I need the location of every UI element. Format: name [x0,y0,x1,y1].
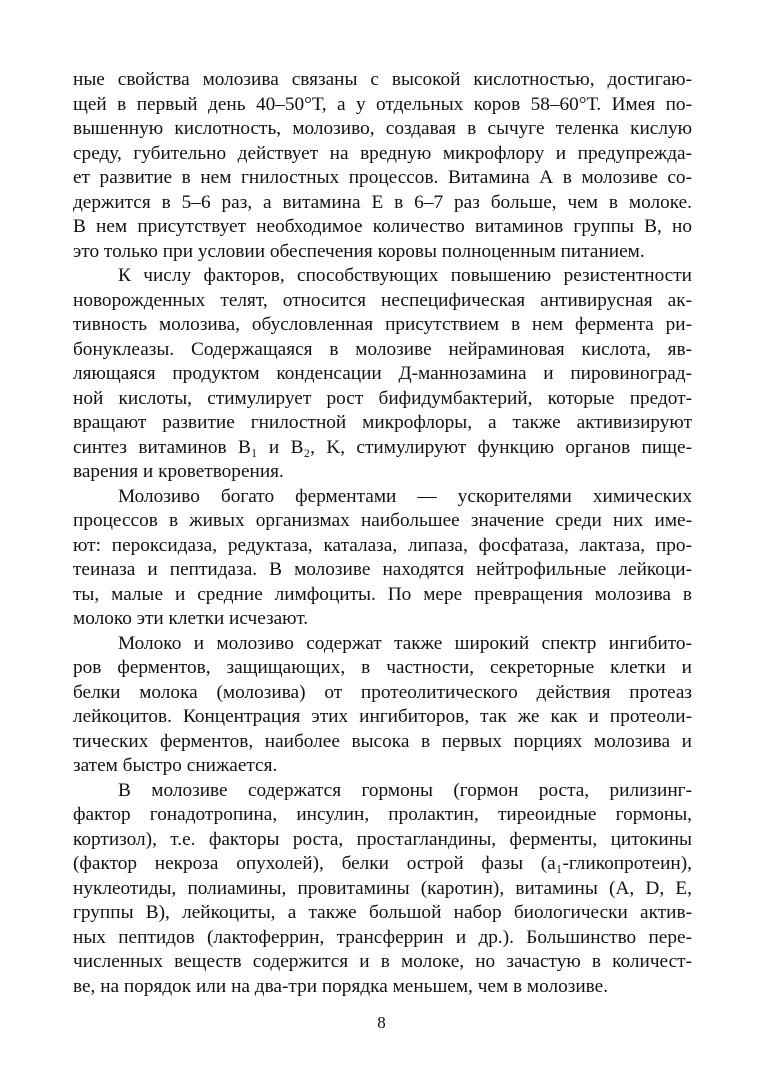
text-line: кортизол), т.е. факторы роста, простагландины, ферменты, цитокины [73,828,692,850]
text-line: процессов в живых организмах наибольшее значение среди них име- [73,510,692,531]
text-line: лейкоцитов. Концентрация этих ингибиторов, так же как и протеоли- [73,706,692,727]
text-line: ют: пероксидаза, редуктаза, каталаза, липаза, фосфатаза, лактаза, про- [73,534,692,556]
text-line: тивность молозива, обусловленная присутствием в нем фермента ри- [73,314,692,335]
text-line: тических ферментов, наиболее высока в первых порциях молозива и [73,730,692,752]
text-line: ляющаяся продуктом конденсации Д-маннозамина и пировиноград- [73,363,692,384]
text-line: вращают развитие гнилостной микрофлоры, а также активизируют [73,412,692,433]
text-line: ные свойства молозива связаны с высокой кислотностью, достигаю- [73,69,692,90]
paragraph [73,779,692,1000]
text-line: К числу факторов, способствующих повышению резистентности [118,265,692,286]
text-line: фактор гонадотропина, инсулин, пролактин, тиреоидные гормоны, [73,804,692,825]
text-line: щей в первый день 40–50°Т, а у отдельных коров 58–60°Т. Имея по- [73,93,692,115]
text-line: держится в 5–6 раз, а витамина Е в 6–7 раз больше, чем в молоке. [73,191,692,213]
text-line: численных веществ содержится и в молоке, но зачастую в количест- [73,951,692,972]
text-line: молоко эти клетки исчезают. [73,608,309,629]
text-line: ных пептидов (лактоферрин, трансферрин и др.). Большинство пере- [73,926,692,948]
text-line: ет развитие в нем гнилостных процессов. Витамина А в молозиве со- [73,167,692,188]
text-line: теиназа и пептидаза. В молозиве находятся нейтрофильные лейкоци- [73,559,692,580]
paragraph [73,264,692,485]
text-line: группы В), лейкоциты, а также большой набор биологически актив- [73,902,692,923]
text-line: ты, малые и средние лимфоциты. По мере превращения молозива в [73,583,692,605]
document-body [73,68,692,999]
text-line: белки молока (молозива) от протеолитического действия протеаз [73,681,692,703]
paragraph [73,632,692,779]
text-line: нуклеотиды, полиамины, провитамины (каротин), витамины (А, D, Е, [73,877,692,899]
text-line: Молозиво богато ферментами — ускорителями химических [118,485,692,507]
text-line: ной кислоты, стимулирует рост бифидумбактерий, которые предот- [73,387,692,409]
text-line: это только при условии обеспечения коровы полноценным питанием. [73,240,645,262]
text-line: В нем присутствует необходимое количество витаминов группы В, но [73,216,692,237]
text-line: варения и кроветворения. [73,461,284,482]
text-line: В молозиве содержатся гормоны (гормон роста, рилизинг- [118,779,692,801]
text-line: (фактор некроза опухолей), белки острой фазы (а₁-гликопротеин), [73,853,692,874]
text-line: ров ферментов, защищающих, в частности, секреторные клетки и [73,657,692,678]
text-line: новорожденных телят, относится неспецифическая антивирусная ак- [73,289,692,311]
text-line: вышенную кислотность, молозиво, создавая в сычуге теленка кислую [73,118,692,139]
paragraph [73,68,692,264]
text-line: ве, на порядок или на два-три порядка меньшем, чем в молозиве. [73,975,609,997]
text-line: затем быстро снижается. [73,755,278,776]
text-line: бонуклеазы. Содержащаяся в молозиве нейраминовая кислота, яв- [73,338,692,360]
text-line: синтез витаминов B₁ и B₂, K, стимулируют функцию органов пище- [73,436,692,458]
text-line: Молоко и молозиво содержат также широкий спектр ингибито- [118,632,692,654]
text-line: среду, губительно действует на вредную микрофлору и предупрежда- [73,142,692,164]
paragraph [73,485,692,632]
page-number: 8 [377,1013,386,1032]
